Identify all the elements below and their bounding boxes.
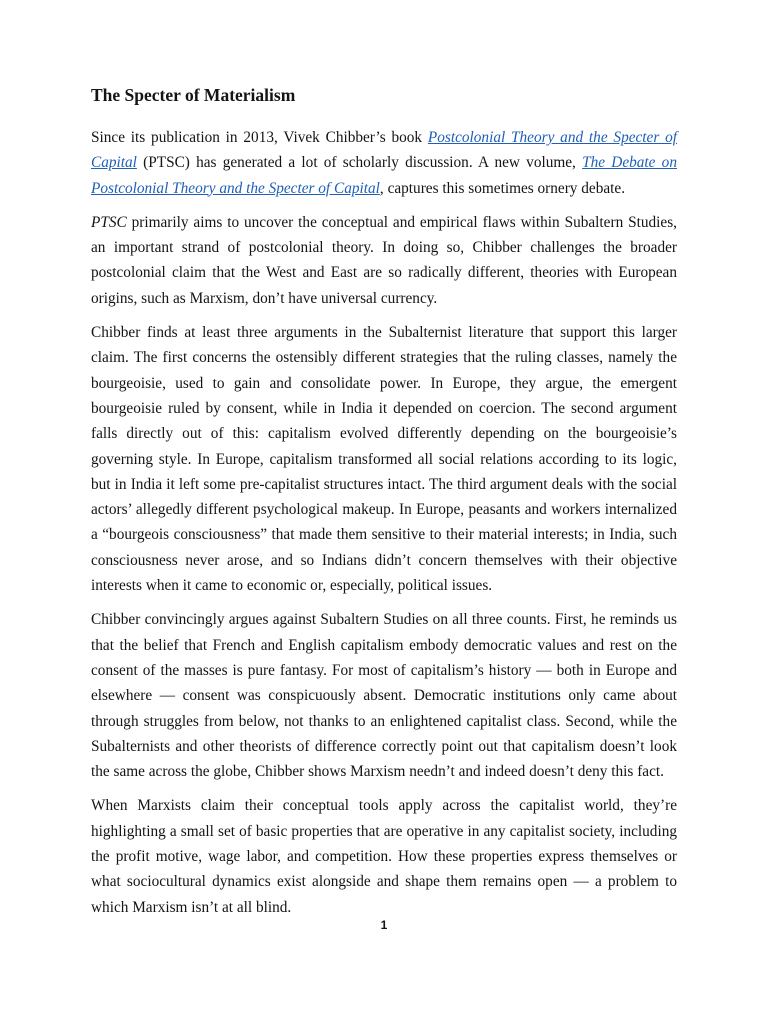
book-link-ptsc[interactable]: Postcolonial Theory and the Specter of Capital <box>91 129 677 172</box>
intro-text-1: Since its publication in 2013, Vivek Chibber’s book <box>91 129 428 146</box>
intro-text-3: , captures this sometimes ornery debate. <box>379 179 626 197</box>
ptsc-abbreviation: PTSC <box>91 213 127 231</box>
intro-text-2: (PTSC) has generated a lot of scholarly discussion. A new volume, <box>136 154 583 172</box>
paragraph-counterarguments: Chibber convincingly argues against Subaltern Studies on all three counts. First, he reminds us that the belief that French and English capitalism embody democratic values and rest on the consent of the masses is pure fantasy. For most of capitalism’s history — both in Europe and elsewhere — consent was conspicuously absent. Democratic institutions only came about through struggles from below, not thanks to an enlightened capitalist class. Second, while the Subalternists and other theorists of difference correctly point out that capitalism doesn’t look the same across the globe, Chibber shows Marxism needn’t and indeed doesn’t deny this fact. <box>91 611 677 781</box>
paragraph-intro <box>91 125 677 201</box>
paragraph-three-arguments: Chibber finds at least three arguments in the Subalternist literature that support this larger claim. The first concerns the ostensibly different strategies that the ruling classes, namely the bourgeoisie, used to gain and consolidate power. In Europe, they argue, the emergent bourgeoisie ruled by consent, while in India it depended on coercion. The second argument falls directly out of this: capitalism evolved differently depending on the bourgeoisie’s governing style. In Europe, capitalism transformed all social relations according to its logic, but in India it left some pre-capitalist structures intact. The third argument deals with the social actors’ allegedly different psychological makeup. In Europe, peasants and workers internalized a “bourgeois consciousness” that made them sensitive to their material interests; in India, such consciousness never arose, and so Indians didn’t concern themselves with their objective interests when it came to economic or, especially, political issues. <box>91 324 677 595</box>
paragraph-ptsc-aims <box>91 210 677 311</box>
page-number: 1 <box>380 918 388 932</box>
ptsc-aims-text: primarily aims to uncover the conceptual and empirical flaws within Subaltern Studies, an important strand of postcolonial theory. In doing so, Chibber challenges the broader postcolonial claim that the West and East are so radically different, theories with European origins, such as Marxism, don’t have universal currency. <box>91 213 677 307</box>
document-title: The Specter of Materialism <box>91 85 296 105</box>
book-link-debate[interactable]: The Debate on Postcolonial Theory and the Specter of Capital <box>91 154 677 197</box>
document-page <box>91 82 677 929</box>
paragraph-marxist-tools: When Marxists claim their conceptual tools apply across the capitalist world, they’re highlighting a small set of basic properties that are operative in any capitalist society, including the profit motive, wage labor, and competition. How these properties express themselves or what sociocultural dynamics exist alongside and shape them remains open — a problem to which Marxism isn’t at all blind. <box>91 797 677 916</box>
